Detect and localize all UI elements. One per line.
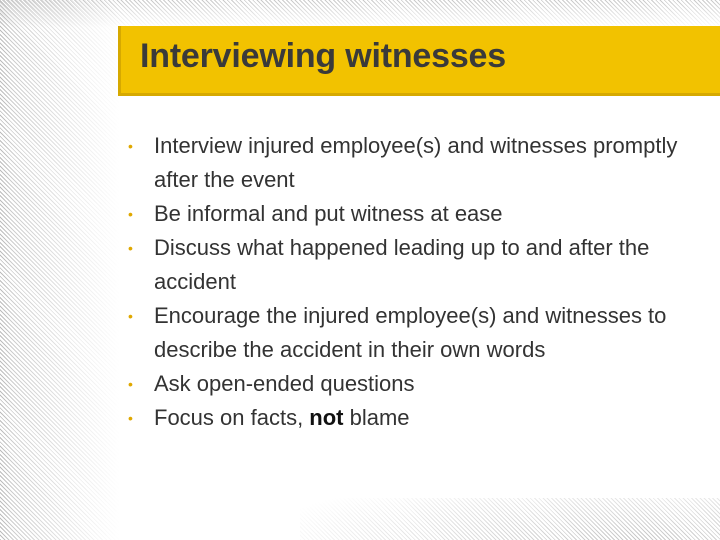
bullet-item	[128, 129, 688, 197]
bullet-icon: •	[128, 308, 133, 324]
bullet-item	[128, 231, 688, 299]
hatched-border-left	[0, 0, 120, 540]
slide-title: Interviewing witnesses	[140, 37, 506, 75]
bullet-text-prefix: Focus on facts,	[154, 405, 310, 430]
bullet-text-suffix: blame	[343, 405, 410, 430]
bullet-item	[128, 299, 688, 367]
bullet-icon: •	[128, 206, 133, 222]
hatched-border-top	[0, 0, 720, 28]
bullet-text: Interview injured employee(s) and witnesses promptly after the event	[154, 133, 678, 192]
bullet-icon: •	[128, 138, 133, 154]
bullet-list	[128, 129, 688, 435]
bullet-text: Ask open-ended questions	[154, 371, 415, 396]
bullet-text-emphasis: not	[309, 405, 344, 430]
bullet-item	[128, 367, 688, 401]
bullet-icon: •	[128, 376, 133, 392]
bullet-icon: •	[128, 240, 133, 256]
bullet-item	[128, 401, 688, 435]
bullet-item	[128, 197, 688, 231]
bullet-text: Encourage the injured employee(s) and witnesses to describe the accident in their own words	[154, 303, 667, 362]
bullet-text: Be informal and put witness at ease	[154, 201, 503, 226]
bullet-text: Discuss what happened leading up to and after the accident	[154, 235, 650, 294]
bullet-icon: •	[128, 410, 133, 426]
